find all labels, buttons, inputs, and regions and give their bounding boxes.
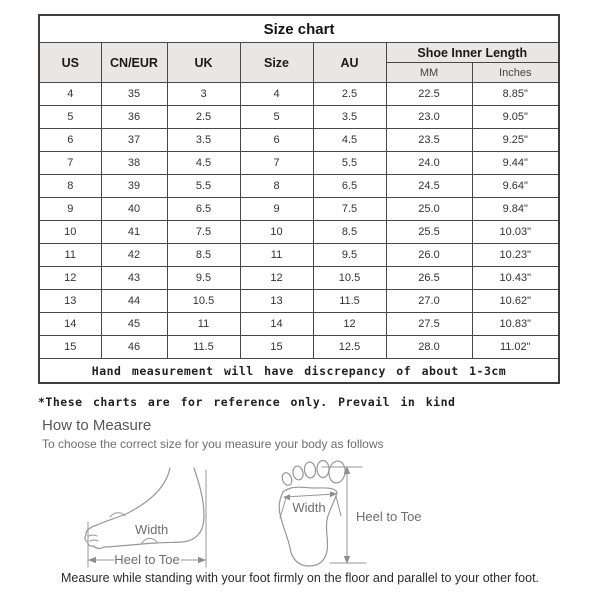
cell: 4.5 — [313, 129, 386, 152]
cell: 6.5 — [313, 175, 386, 198]
cell: 23.0 — [386, 106, 472, 129]
arrow-right-icon — [198, 557, 206, 563]
col-header-size: Size — [240, 43, 313, 83]
table-title-row — [39, 15, 559, 43]
side-width-label: Width — [135, 522, 169, 537]
cell: 9.64" — [472, 175, 559, 198]
cell: 35 — [101, 83, 167, 106]
table-header-row — [39, 43, 559, 63]
foot-side-view-illustration — [85, 468, 206, 567]
how-to-measure-subheading: To choose the correct size for you measure your body as follows — [42, 437, 384, 451]
cell: 9.5 — [313, 244, 386, 267]
size-chart-table — [38, 14, 560, 384]
cell: 10 — [240, 221, 313, 244]
cell: 13 — [240, 290, 313, 313]
cell: 9.44" — [472, 152, 559, 175]
cell: 11.5 — [167, 336, 240, 359]
cell: 6 — [240, 129, 313, 152]
cell: 6.5 — [167, 198, 240, 221]
col-header-cneur: CN/EUR — [101, 43, 167, 83]
col-header-au: AU — [313, 43, 386, 83]
col-header-us: US — [39, 43, 101, 83]
cell: 5.5 — [313, 152, 386, 175]
cell: 9.25" — [472, 129, 559, 152]
cell: 4 — [39, 83, 101, 106]
measurement-discrepancy-note: Hand measurement will have discrepancy of about 1-3cm — [39, 359, 559, 384]
cell: 11.5 — [313, 290, 386, 313]
cell: 8.85" — [472, 83, 559, 106]
cell: 37 — [101, 129, 167, 152]
cell: 22.5 — [386, 83, 472, 106]
arrow-left-icon — [88, 557, 96, 563]
cell: 10.83" — [472, 313, 559, 336]
cell: 44 — [101, 290, 167, 313]
foot-top-view-illustration — [279, 460, 421, 566]
cell: 12.5 — [313, 336, 386, 359]
cell: 36 — [101, 106, 167, 129]
cell: 3.5 — [313, 106, 386, 129]
table-row — [39, 336, 559, 359]
cell: 10.5 — [167, 290, 240, 313]
page-title: Size chart — [39, 15, 559, 43]
cell: 8.5 — [167, 244, 240, 267]
cell: 26.5 — [386, 267, 472, 290]
table-row — [39, 313, 559, 336]
cell: 39 — [101, 175, 167, 198]
cell: 10.03" — [472, 221, 559, 244]
cell: 7.5 — [167, 221, 240, 244]
cell: 15 — [240, 336, 313, 359]
cell: 15 — [39, 336, 101, 359]
cell: 10.62" — [472, 290, 559, 313]
table-row — [39, 106, 559, 129]
table-footer-row — [39, 359, 559, 384]
table-row — [39, 83, 559, 106]
cell: 8.5 — [313, 221, 386, 244]
cell: 40 — [101, 198, 167, 221]
cell: 7.5 — [313, 198, 386, 221]
cell: 9.5 — [167, 267, 240, 290]
table-row — [39, 267, 559, 290]
cell: 27.5 — [386, 313, 472, 336]
cell: 9.05" — [472, 106, 559, 129]
reference-note: *These charts are for reference only. Prevail in kind — [38, 395, 456, 409]
cell: 8 — [240, 175, 313, 198]
cell: 7 — [240, 152, 313, 175]
table-row — [39, 290, 559, 313]
cell: 43 — [101, 267, 167, 290]
arrow-left-icon — [283, 494, 290, 500]
cell: 13 — [39, 290, 101, 313]
cell: 9.84" — [472, 198, 559, 221]
cell: 2.5 — [167, 106, 240, 129]
side-heel-to-toe-label: Heel to Toe — [114, 552, 180, 567]
cell: 6 — [39, 129, 101, 152]
top-heel-to-toe-label: Heel to Toe — [356, 509, 422, 524]
cell: 9 — [240, 198, 313, 221]
table-row — [39, 129, 559, 152]
cell: 8 — [39, 175, 101, 198]
cell: 14 — [39, 313, 101, 336]
cell: 10 — [39, 221, 101, 244]
cell: 12 — [313, 313, 386, 336]
cell: 10.23" — [472, 244, 559, 267]
cell: 5.5 — [167, 175, 240, 198]
cell: 9 — [39, 198, 101, 221]
cell: 5 — [240, 106, 313, 129]
cell: 11 — [240, 244, 313, 267]
cell: 42 — [101, 244, 167, 267]
table-row — [39, 221, 559, 244]
cell: 28.0 — [386, 336, 472, 359]
cell: 3.5 — [167, 129, 240, 152]
cell: 11.02" — [472, 336, 559, 359]
cell: 2.5 — [313, 83, 386, 106]
cell: 4 — [240, 83, 313, 106]
cell: 24.0 — [386, 152, 472, 175]
cell: 24.5 — [386, 175, 472, 198]
cell: 11 — [167, 313, 240, 336]
cell: 10.43" — [472, 267, 559, 290]
table-row — [39, 175, 559, 198]
cell: 11 — [39, 244, 101, 267]
top-width-label: Width — [292, 500, 326, 515]
cell: 25.5 — [386, 221, 472, 244]
measurement-diagram — [80, 450, 530, 574]
cell: 4.5 — [167, 152, 240, 175]
cell: 14 — [240, 313, 313, 336]
table-row — [39, 152, 559, 175]
cell: 10.5 — [313, 267, 386, 290]
col-header-inner-length: Shoe Inner Length — [386, 43, 559, 63]
col-header-mm: MM — [386, 63, 472, 83]
cell: 23.5 — [386, 129, 472, 152]
how-to-measure-heading: How to Measure — [42, 417, 152, 434]
cell: 38 — [101, 152, 167, 175]
cell: 41 — [101, 221, 167, 244]
cell: 46 — [101, 336, 167, 359]
cell: 3 — [167, 83, 240, 106]
table-row — [39, 198, 559, 221]
cell: 25.0 — [386, 198, 472, 221]
cell: 26.0 — [386, 244, 472, 267]
cell: 45 — [101, 313, 167, 336]
col-header-uk: UK — [167, 43, 240, 83]
cell: 7 — [39, 152, 101, 175]
measure-caption: Measure while standing with your foot firmly on the floor and parallel to your other foot. — [60, 571, 540, 585]
table-row — [39, 244, 559, 267]
cell: 27.0 — [386, 290, 472, 313]
cell: 12 — [240, 267, 313, 290]
col-header-inches: Inches — [472, 63, 559, 83]
cell: 5 — [39, 106, 101, 129]
cell: 12 — [39, 267, 101, 290]
